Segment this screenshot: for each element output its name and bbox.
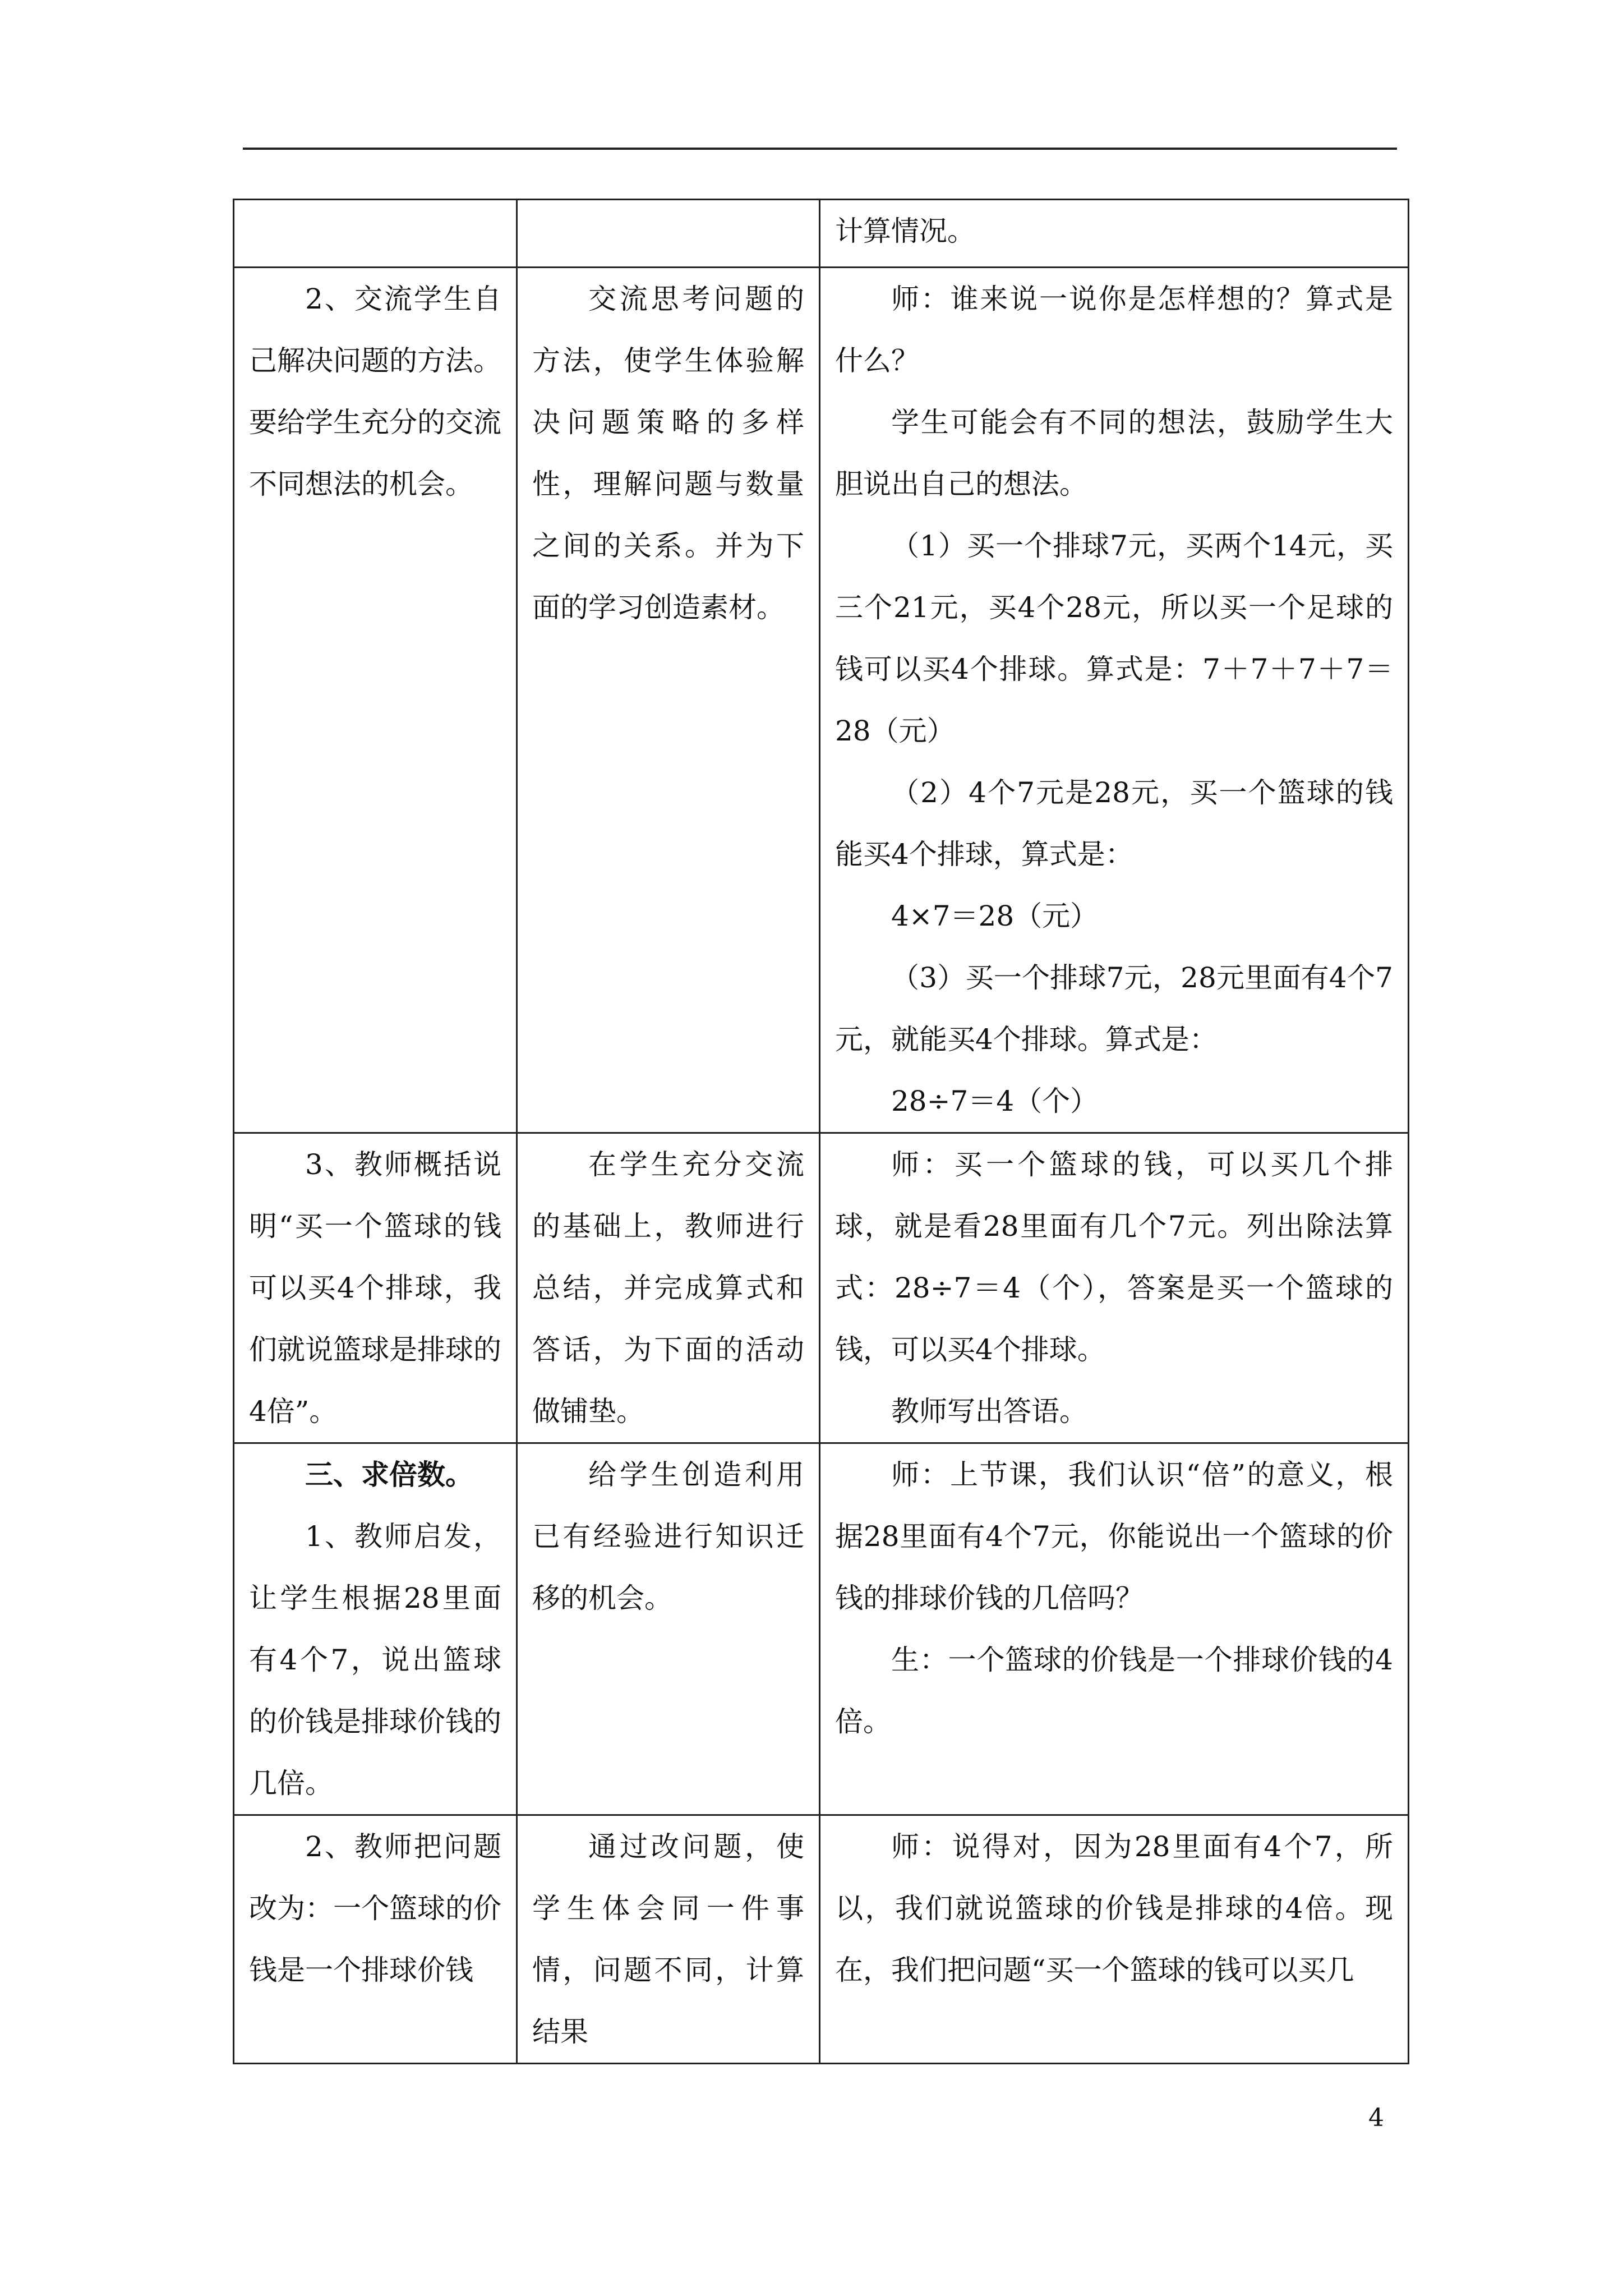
paragraph: 4×7＝28（元） [891, 900, 1099, 932]
table-row [234, 1443, 1409, 1815]
paragraph: 生：一个篮球的价钱是一个排球价钱的4倍。 [835, 1644, 1393, 1738]
lesson-plan-table [233, 199, 1409, 2064]
paragraph: 教师写出答语。 [891, 1395, 1087, 1428]
paragraph: 师：买一个篮球的钱，可以买几个排球，就是看28里面有几个7元。列出除法算式：28÷7＝4（个），答案是买一个篮球的钱，可以买4个排球。 [835, 1148, 1393, 1366]
intent-column-cell [517, 200, 820, 268]
paragraph: 2、交流学生自己解决问题的方法。要给学生充分的交流不同想法的机会。 [249, 283, 501, 500]
paragraph: 计算情况。 [835, 215, 975, 247]
paragraph: 1、教师启发，让学生根据28里面有4个7，说出篮球的价钱是排球价钱的几倍。 [249, 1520, 501, 1800]
paragraph: 给学生创造利用已有经验进行知识迁移的机会。 [532, 1458, 804, 1614]
paragraph: 师：谁来说一说你是怎样想的？算式是什么？ [835, 283, 1393, 377]
paragraph: （2）4个7元是28元，买一个篮球的钱能买4个排球，算式是： [835, 776, 1393, 871]
header-rule [243, 148, 1397, 150]
process-column-cell [234, 1815, 517, 2064]
paragraph: 交流思考问题的方法，使学生体验解决问题策略的多样性，理解问题与数量之间的关系。并为下面的学习创造素材。 [532, 283, 804, 624]
paragraph: 通过改问题，使学生体会同一件事情，问题不同，计算结果 [532, 1830, 804, 2048]
process-column-cell [234, 1133, 517, 1443]
paragraph: 三、求倍数。 [305, 1458, 473, 1491]
paragraph: 28÷7＝4（个） [891, 1085, 1099, 1117]
process-column-cell [234, 268, 517, 1133]
activity-column-cell [820, 1443, 1409, 1815]
paragraph: （1）买一个排球7元，买两个14元，买三个21元，买4个28元，所以买一个足球的钱可以买4个排球。算式是：7＋7＋7＋7＝28（元） [835, 530, 1393, 747]
intent-column-cell [517, 268, 820, 1133]
activity-column-cell [820, 1815, 1409, 2064]
process-column-cell [234, 1443, 517, 1815]
paragraph: 师：说得对，因为28里面有4个7，所以，我们就说篮球的价钱是排球的4倍。现在，我们把问题“买一个篮球的钱可以买几 [835, 1830, 1393, 1986]
paragraph: 学生可能会有不同的想法，鼓励学生大胆说出自己的想法。 [835, 406, 1393, 500]
page-number: 4 [1368, 2104, 1384, 2132]
paragraph: 在学生充分交流的基础上，教师进行总结，并完成算式和答话，为下面的活动做铺垫。 [532, 1148, 804, 1428]
intent-column-cell [517, 1133, 820, 1443]
activity-column-cell [820, 200, 1409, 268]
intent-column-cell [517, 1815, 820, 2064]
table-row [234, 200, 1409, 268]
process-column-cell [234, 200, 517, 268]
paragraph: 师：上节课，我们认识“倍”的意义，根据28里面有4个7元，你能说出一个篮球的价钱的排球价钱的几倍吗？ [835, 1458, 1393, 1614]
table-row [234, 1133, 1409, 1443]
activity-column-cell [820, 268, 1409, 1133]
paragraph: （3）买一个排球7元，28元里面有4个7元，就能买4个排球。算式是： [835, 961, 1393, 1056]
paragraph: 2、教师把问题改为：一个篮球的价钱是一个排球价钱 [249, 1830, 501, 1986]
activity-column-cell [820, 1133, 1409, 1443]
table-row [234, 268, 1409, 1133]
intent-column-cell [517, 1443, 820, 1815]
paragraph: 3、教师概括说明“买一个篮球的钱可以买4个排球，我们就说篮球是排球的4倍”。 [249, 1148, 501, 1428]
table-row [234, 1815, 1409, 2064]
